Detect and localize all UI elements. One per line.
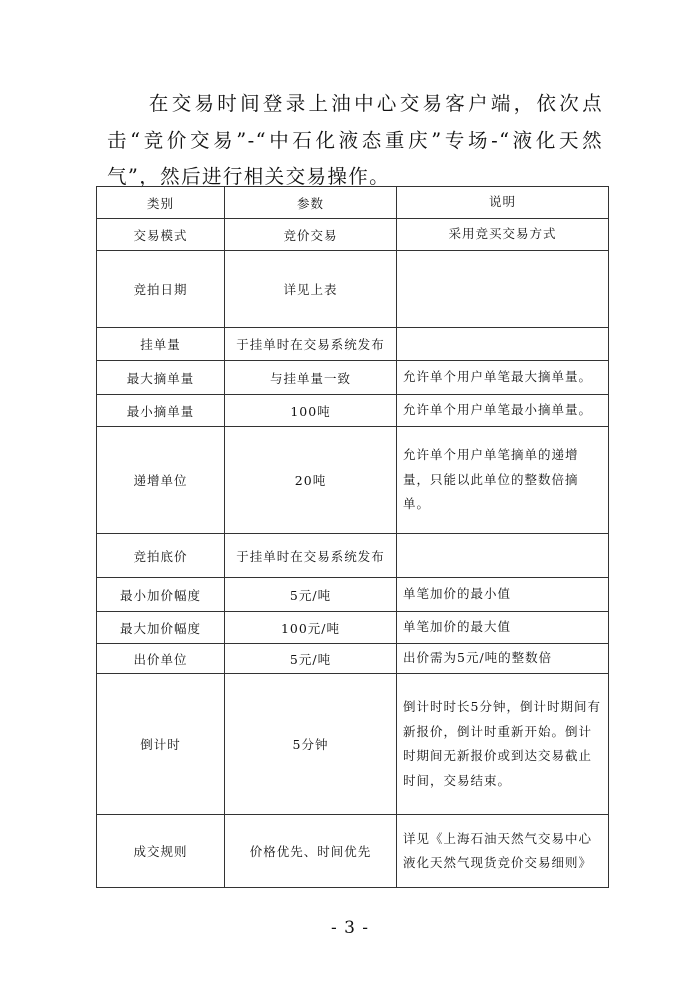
row-note: 允许单个用户单笔摘单的递增量，只能以此单位的整数倍摘单。 <box>397 427 609 534</box>
row-note: 允许单个用户单笔最小摘单量。 <box>397 395 609 427</box>
row-note <box>397 251 609 328</box>
header-parameter: 参数 <box>225 187 397 219</box>
row-value: 5元/吨 <box>225 578 397 612</box>
row-value: 详见上表 <box>225 251 397 328</box>
row-category: 最小加价幅度 <box>97 578 225 612</box>
row-value: 100吨 <box>225 395 397 427</box>
table-row <box>97 361 609 395</box>
table-row <box>97 534 609 578</box>
row-value: 5分钟 <box>225 674 397 815</box>
row-category: 最大加价幅度 <box>97 612 225 644</box>
row-note: 单笔加价的最小值 <box>397 578 609 612</box>
row-category: 最大摘单量 <box>97 361 225 395</box>
table-row <box>97 815 609 888</box>
row-value: 5元/吨 <box>225 644 397 674</box>
header-note: 说明 <box>397 187 609 219</box>
table-row <box>97 219 609 251</box>
table-row <box>97 427 609 534</box>
row-category: 竞拍底价 <box>97 534 225 578</box>
table-row <box>97 578 609 612</box>
row-note <box>397 328 609 361</box>
row-value: 竞价交易 <box>225 219 397 251</box>
header-category: 类别 <box>97 187 225 219</box>
row-note: 允许单个用户单笔最大摘单量。 <box>397 361 609 395</box>
row-category: 倒计时 <box>97 674 225 815</box>
table-row <box>97 251 609 328</box>
row-note <box>397 534 609 578</box>
row-value: 于挂单时在交易系统发布 <box>225 534 397 578</box>
row-value: 于挂单时在交易系统发布 <box>225 328 397 361</box>
row-value: 价格优先、时间优先 <box>225 815 397 888</box>
row-value: 100元/吨 <box>225 612 397 644</box>
row-category: 成交规则 <box>97 815 225 888</box>
row-category: 竞拍日期 <box>97 251 225 328</box>
table-header-row <box>97 187 609 219</box>
table-row <box>97 674 609 815</box>
row-value: 与挂单量一致 <box>225 361 397 395</box>
row-category: 递增单位 <box>97 427 225 534</box>
row-category: 交易模式 <box>97 219 225 251</box>
row-note: 采用竞买交易方式 <box>397 219 609 251</box>
row-category: 出价单位 <box>97 644 225 674</box>
row-note: 出价需为5元/吨的整数倍 <box>397 644 609 674</box>
intro-text: 在交易时间登录上油中心交易客户端，依次点击“竞价交易”-“中石化液态重庆”专场-“液化天然气”，然后进行相关交易操作。 <box>107 92 603 188</box>
row-note: 倒计时时长5分钟，倒计时期间有新报价，倒计时重新开始。倒计时期间无新报价或到达交易截止时间，交易结束。 <box>397 674 609 815</box>
row-note: 详见《上海石油天然气交易中心液化天然气现货竞价交易细则》 <box>397 815 609 888</box>
table-row <box>97 612 609 644</box>
row-category: 最小摘单量 <box>97 395 225 427</box>
table-row <box>97 644 609 674</box>
row-value: 20吨 <box>225 427 397 534</box>
intro-paragraph <box>107 86 603 196</box>
row-category: 挂单量 <box>97 328 225 361</box>
page-number: - 3 - <box>330 918 370 938</box>
table-row <box>97 395 609 427</box>
table-row <box>97 328 609 361</box>
row-note: 单笔加价的最大值 <box>397 612 609 644</box>
parameter-table <box>96 186 609 888</box>
